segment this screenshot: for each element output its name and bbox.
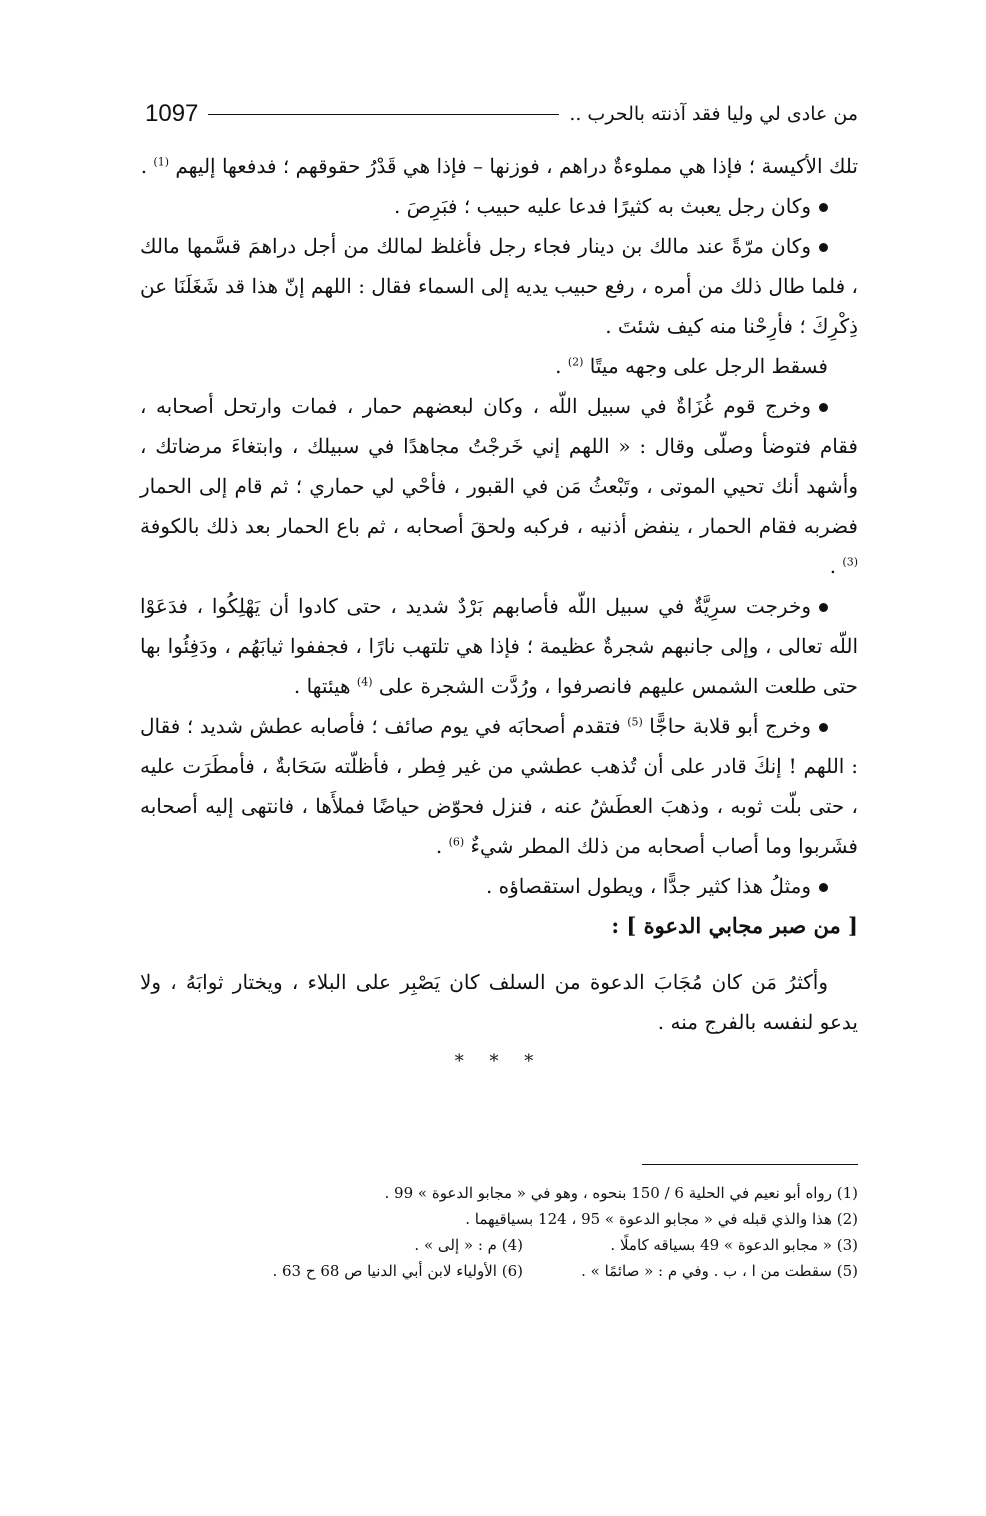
footnote-ref-6: (6) (448, 835, 465, 849)
paragraph-6-text-end: هيئتها . (293, 674, 357, 698)
heading-text: من صبر مجابي الدعوة (643, 913, 841, 938)
footnote-row (140, 1232, 858, 1258)
section-separator: * * * (454, 1051, 544, 1072)
paragraph-5 (140, 386, 858, 586)
footnotes (140, 1180, 858, 1284)
paragraph-4-text: فسقط الرجل على وجهه ميتًا (583, 354, 828, 378)
footnote-ref-4: (4) (356, 675, 373, 689)
paragraph-1 (140, 146, 858, 186)
bullet-icon (819, 723, 828, 732)
paragraph-6-text: وخرجت سرِيَّةٌ في سبيل اللّه فأصابهم بَرْدٌ شديد ، حتى كادوا أن يَهْلِكُوا ، فدَعَوْا اللّه تعالى ، وإلى جانبهم شجرةٌ عظيمة ؛ فإذا هي تلتهب نارًا ، فجففوا ثيابَهُم ، ودَفِئُوا بها حتى طلعت الشمس عليهم فانصرفوا ، ورُدَّت الشجرة على (140, 594, 858, 698)
footnote-ref-3: (3) (842, 555, 858, 569)
paragraph-7-text: وخرج أبو قلابة حاجًّا (642, 714, 811, 738)
paragraph-3 (140, 226, 858, 346)
footnote-3: (3) « مجابو الدعوة » 49 بسياقه كاملًا . (610, 1236, 858, 1254)
bullet-icon (819, 603, 828, 612)
footnote-row (140, 1206, 858, 1232)
bullet-icon (819, 203, 828, 212)
paragraph-3-text: وكان مرّةً عند مالك بن دينار فجاء رجل فأغلظ لمالك من أجل دراهمَ قسَّمها مالك ، فلما طال ذلك من أمره ، رفع حبيب يديه إلى السماء فقال : اللهم إنّ هذا قد شَغَلَنَا عن ذِكْرِكَ ؛ فأرِحْنا منه كيف شئتَ . (140, 234, 858, 338)
bullet-icon (819, 883, 828, 892)
paragraph-5-text: وخرج قوم غُزَاةٌ في سبيل اللّه ، وكان لبعضهم حمار ، فمات وارتحل أصحابه ، فقام فتوضأ وصلّى وقال : « اللهم إني خَرجْتُ مجاهدًا في سبيلك ، وابتغاءَ مرضاتك ، وأشهد أنك تحيي الموتى ، وتَبْعثُ مَن في القبور ، فأحْي لي حماري ؛ ثم قام إلى الحمار فضربه فقام الحمار ، ينفض أذنيه ، فركبه ولحقَ أصحابه ، ثم باع الحمار بعد ذلك بالكوفة (140, 394, 858, 538)
period: . (435, 834, 449, 858)
main-text (140, 146, 858, 1082)
page-header (145, 94, 858, 134)
footnote-row (140, 1258, 858, 1284)
paragraph-2 (140, 186, 858, 226)
period: . (140, 154, 154, 178)
footnote-row (140, 1180, 858, 1206)
paragraph-7-text-cont: فتقدم أصحابَه في يوم صائف ؛ فأصابه عطش شديد ؛ فقال : اللهم ! إنكَ قادر على أن تُذهب عطشي من غير فِطر ، فأظلّته سَحَابةٌ ، فأمطَرَت عليه ، حتى بلّت ثوبه ، وذهبَ العطَشُ عنه ، فنزل فحوّض حياضًا فملأَها ، فانتهى إليه أصحابه فشَربوا وما أصاب أصحابه من ذلك المطر شيءٌ (140, 714, 859, 858)
closing-paragraph: وأكثرُ مَن كان مُجَابَ الدعوة من السلف كان يَصْبِر على البلاء ، ويختار ثوابَهُ ، ولا يدعو لنفسه بالفرج منه . (140, 970, 858, 1034)
footnote-ref-2: (2) (567, 355, 584, 369)
bullet-icon (819, 403, 828, 412)
paragraph-4 (140, 346, 858, 386)
page-number: 1097 (145, 100, 199, 127)
heading-open-bracket: [ (840, 913, 858, 938)
paragraph-1-text: تلك الأكيسة ؛ فإذا هي مملوءةٌ دراهم ، فوزنها – فإذا هي قَدْرُ حقوقهم ؛ فدفعها إليهم (169, 154, 858, 178)
footnote-ref-5: (5) (627, 715, 643, 729)
running-title: من عادى لي وليا فقد آذنته بالحرب .. (569, 103, 858, 125)
header-rule (208, 114, 559, 115)
footnote-1: (1) رواه أبو نعيم في الحلية 6 / 150 بنحوه ، وهو في « مجابو الدعوة » 99 . (384, 1184, 858, 1202)
paragraph-7 (140, 706, 858, 866)
paragraph-8-text: ومثلُ هذا كثير جدًّا ، ويطول استقصاؤه . (485, 874, 811, 898)
period: . (829, 554, 843, 578)
footnote-5: (5) سقطت من ا ، ب . وفي م : « صائمًا » . (581, 1262, 858, 1280)
heading-close-bracket: ] : (611, 913, 644, 938)
paragraph-2-text: وكان رجل يعبث به كثيرًا فدعا عليه حبيب ؛ فبَرِصَ . (393, 194, 811, 218)
bullet-icon (819, 243, 828, 252)
footnote-rule (642, 1164, 858, 1165)
footnote-2: (2) هذا والذي قبله في « مجابو الدعوة » 95 ، 124 بسياقيهما . (465, 1210, 858, 1228)
paragraph-8 (140, 866, 858, 906)
footnote-4: (4) م : « إلى » . (414, 1236, 523, 1254)
footnote-6: (6) الأولياء لابن أبي الدنيا ص 68 ح 63 . (272, 1262, 523, 1280)
period: . (555, 354, 568, 378)
footnote-ref-1: (1) (153, 155, 170, 169)
section-heading (140, 906, 858, 946)
paragraph-6 (140, 586, 858, 706)
